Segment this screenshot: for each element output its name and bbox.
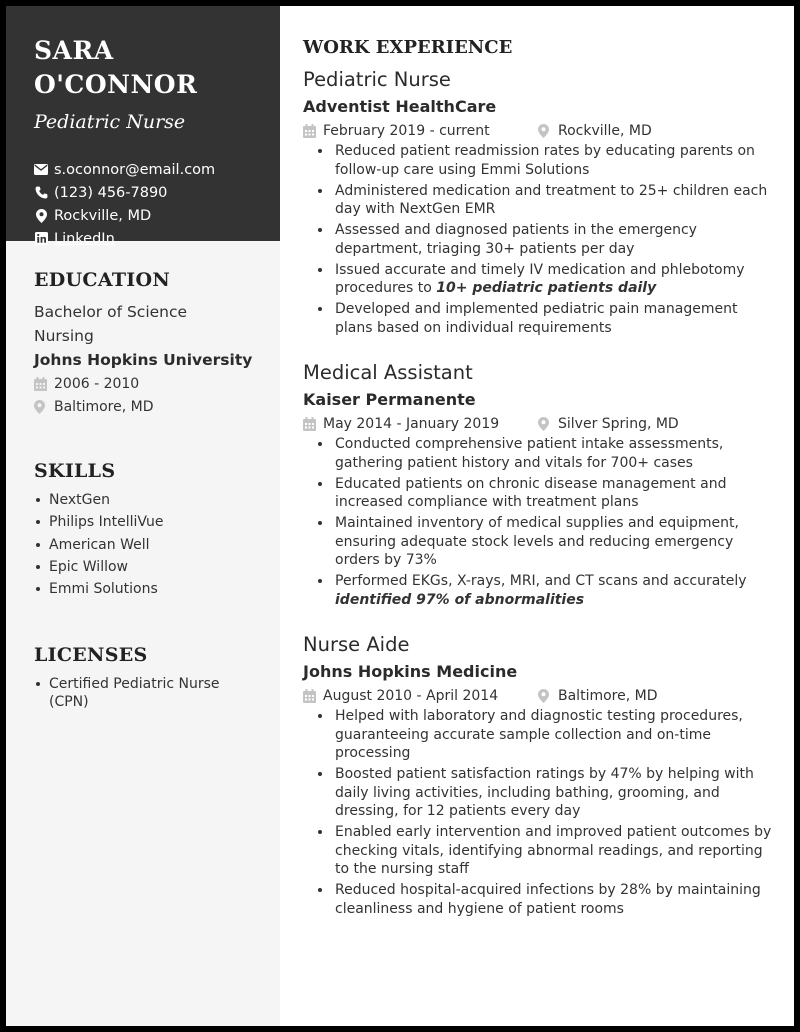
job-dates-text: February 2019 - current <box>323 123 490 139</box>
candidate-name: SARA O'CONNOR <box>34 36 198 99</box>
skill-item: Epic Willow <box>34 558 264 576</box>
license-item: Certified Pediatric Nurse (CPN) <box>34 675 234 711</box>
bullet-item: Assessed and diagnosed patients in the emergency department, triaging 30+ patients per day <box>303 221 773 258</box>
skill-item: NextGen <box>34 491 264 509</box>
job-title: Pediatric Nurse <box>303 68 451 91</box>
education-heading: EDUCATION <box>34 269 170 291</box>
bullet-item: Maintained inventory of medical supplies and equipment, ensuring adequate stock levels and reducing emergency orders by 73% <box>303 514 773 570</box>
map-pin-icon <box>34 400 48 414</box>
map-pin-icon <box>34 209 48 223</box>
job-company: Adventist HealthCare <box>303 97 497 116</box>
resume-header <box>6 6 280 247</box>
skills-heading: SKILLS <box>34 460 116 482</box>
job-company: Johns Hopkins Medicine <box>303 662 518 681</box>
work-heading: WORK EXPERIENCE <box>303 37 513 58</box>
job-title: Nurse Aide <box>303 633 410 656</box>
bullet-item: Boosted patient satisfaction ratings by 47% by helping with daily living activities, including bathing, grooming, and dressing, for 12 patients every day <box>303 765 773 821</box>
job-location <box>538 688 657 704</box>
bullet-item: Developed and implemented pediatric pain management plans based on individual requirements <box>303 300 773 337</box>
job-meta <box>303 685 773 707</box>
education-section <box>34 268 264 418</box>
job-company: Kaiser Permanente <box>303 390 476 409</box>
job-dates-text: May 2014 - January 2019 <box>323 416 500 432</box>
bullet-item: Administered medication and treatment to 25+ children each day with NextGen EMR <box>303 182 773 219</box>
licenses-heading: LICENSES <box>34 644 148 666</box>
map-pin-icon <box>538 124 552 138</box>
linkedin-link[interactable]: LinkedIn <box>54 230 115 247</box>
licenses-list <box>34 675 234 711</box>
skill-item: Emmi Solutions <box>34 580 264 598</box>
job-dates <box>303 688 538 704</box>
job-entry <box>303 359 773 609</box>
job-entry <box>303 631 773 918</box>
job-bullets <box>303 707 773 918</box>
education-dates-text: 2006 - 2010 <box>54 375 140 392</box>
calendar-icon <box>303 417 317 431</box>
education-dates <box>34 372 264 395</box>
candidate-title: Pediatric Nurse <box>34 111 186 133</box>
job-title: Medical Assistant <box>303 361 473 384</box>
job-meta <box>303 120 773 142</box>
contact-list <box>34 158 280 250</box>
job-dates-text: August 2010 - April 2014 <box>323 688 499 704</box>
bullet-item: Helped with laboratory and diagnostic testing procedures, guaranteeing accurate sample collection and on-time processing <box>303 707 773 763</box>
skills-list <box>34 491 264 598</box>
skill-item: American Well <box>34 536 264 554</box>
contact-linkedin[interactable] <box>34 227 280 250</box>
job-location <box>538 123 652 139</box>
education-degree <box>34 300 264 348</box>
skill-item: Philips IntelliVue <box>34 513 264 531</box>
email-text[interactable]: s.oconnor@email.com <box>54 161 216 178</box>
education-location <box>34 395 264 418</box>
map-pin-icon <box>538 689 552 703</box>
contact-location <box>34 204 280 227</box>
job-meta <box>303 413 773 435</box>
bullet-emphasis: identified 97% of abnormalities <box>335 591 585 608</box>
phone-icon <box>34 186 48 200</box>
bullet-emphasis: 10+ pediatric patients daily <box>436 280 657 296</box>
degree-line-1: Bachelor of Science <box>34 303 188 321</box>
job-dates <box>303 123 538 139</box>
bullet-item: Reduced patient readmission rates by educating parents on follow-up care using Emmi Solutions <box>303 142 773 179</box>
job-dates <box>303 416 538 432</box>
job-bullets <box>303 435 773 609</box>
bullet-text: Issued accurate and timely IV medication and phlebotomy procedures to <box>335 261 745 296</box>
job-location <box>538 416 679 432</box>
job-location-text: Silver Spring, MD <box>558 416 679 432</box>
job-entry <box>303 66 773 337</box>
licenses-section <box>34 643 264 715</box>
bullet-item: Educated patients on chronic disease management and increased compliance with treatment plans <box>303 475 773 512</box>
education-location-text: Baltimore, MD <box>54 398 154 415</box>
calendar-icon <box>34 377 48 391</box>
map-pin-icon <box>538 417 552 431</box>
envelope-icon <box>34 163 48 177</box>
contact-email[interactable] <box>34 158 280 181</box>
bullet-item <box>303 261 773 298</box>
job-location-text: Baltimore, MD <box>558 688 658 704</box>
phone-text: (123) 456-7890 <box>54 184 168 201</box>
education-school: Johns Hopkins University <box>34 351 253 369</box>
contact-phone[interactable] <box>34 181 280 204</box>
linkedin-icon <box>34 232 48 246</box>
calendar-icon <box>303 689 317 703</box>
job-location-text: Rockville, MD <box>558 123 652 139</box>
work-experience-section <box>303 36 773 921</box>
bullet-item: Conducted comprehensive patient intake assessments, gathering patient history and vitals for 700+ cases <box>303 435 773 472</box>
bullet-item: Reduced hospital-acquired infections by 28% by maintaining cleanliness and hygiene of patient rooms <box>303 881 773 918</box>
calendar-icon <box>303 124 317 138</box>
bullet-item: Enabled early intervention and improved patient outcomes by checking vitals, identifying abnormal readings, and reporting to the nursing staff <box>303 823 773 879</box>
sidebar <box>6 6 280 1026</box>
job-bullets <box>303 142 773 337</box>
degree-line-2: Nursing <box>34 327 94 345</box>
resume-page <box>6 6 794 1026</box>
bullet-text: Performed EKGs, X-rays, MRI, and CT scans and accurately <box>335 573 747 589</box>
location-text: Rockville, MD <box>54 207 152 224</box>
skills-section <box>34 459 264 602</box>
bullet-item <box>303 572 773 609</box>
